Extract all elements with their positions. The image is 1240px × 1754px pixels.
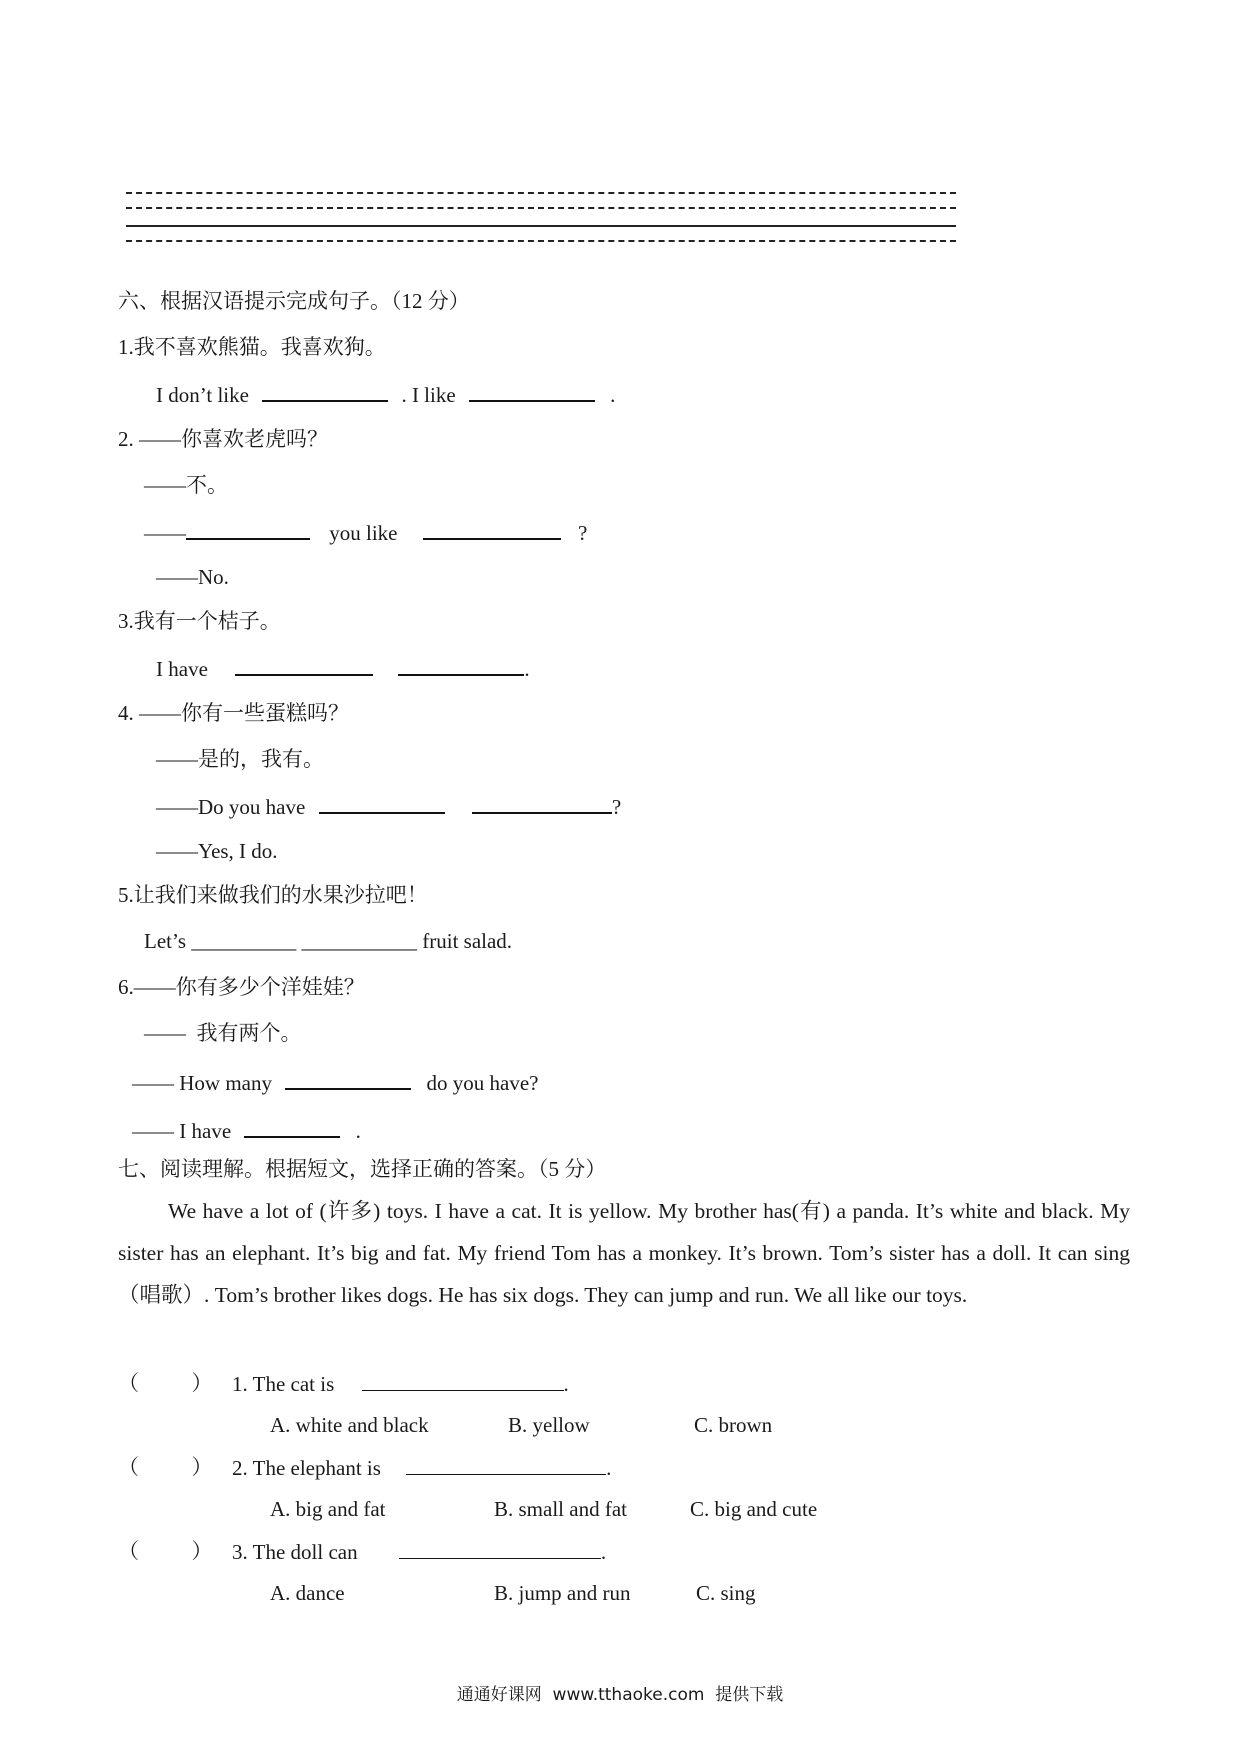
answer-line-1 xyxy=(126,192,956,194)
q1-blank-2[interactable] xyxy=(469,380,595,402)
q6-blank-1[interactable] xyxy=(285,1068,411,1090)
q4-chinese: 4. ——你有一些蛋糕吗？ xyxy=(118,701,349,725)
rq1-option-b[interactable]: B. yellow xyxy=(508,1413,590,1437)
q4-blank-1[interactable] xyxy=(319,792,445,814)
rq1-stem-text: 1. The cat is xyxy=(232,1372,335,1396)
q5-chinese: 5.让我们来做我们的水果沙拉吧！ xyxy=(118,883,428,907)
rq3-end: . xyxy=(600,1540,607,1564)
rq3-blank[interactable] xyxy=(399,1538,601,1559)
rq2-stem xyxy=(232,1454,611,1481)
q6-sentence-2 xyxy=(132,1116,361,1144)
answer-line-3 xyxy=(126,225,956,227)
q1-blank-1[interactable] xyxy=(262,380,388,402)
q2-end: ? xyxy=(578,521,588,545)
q6-part1: —— How many xyxy=(132,1071,272,1095)
q2-mid: you like xyxy=(329,521,398,545)
rq1-option-a[interactable]: A. white and black xyxy=(270,1413,429,1437)
rq3-stem xyxy=(232,1538,606,1565)
q5-end: fruit salad. xyxy=(422,929,513,953)
q2-blank-2[interactable] xyxy=(423,518,561,540)
q3-blank-2[interactable] xyxy=(398,654,524,676)
q6-sentence-1 xyxy=(132,1068,538,1096)
q3-blank-1[interactable] xyxy=(235,654,373,676)
section6-title: 六、根据汉语提示完成句子。（12 分） xyxy=(118,289,470,313)
q6-blank-2[interactable] xyxy=(244,1116,340,1138)
rq3-bracket[interactable]: （ ） xyxy=(118,1539,213,1563)
q4-part1: ——Do you have xyxy=(156,795,306,819)
q2-blank-1[interactable] xyxy=(186,518,310,540)
q5-part1: Let’s xyxy=(144,929,186,953)
q4-answer: ——Yes, I do. xyxy=(156,839,278,863)
q3-end: . xyxy=(524,657,530,681)
q6-part2: do you have? xyxy=(426,1071,539,1095)
q4-answer-chinese: ——是的，我有。 xyxy=(156,747,324,771)
rq3-stem-text: 3. The doll can xyxy=(232,1540,358,1564)
q4-sentence xyxy=(156,792,621,820)
q2-chinese: 2. ——你喜欢老虎吗？ xyxy=(118,427,328,451)
rq2-end: . xyxy=(606,1456,612,1480)
rq1-bracket[interactable]: （ ） xyxy=(118,1371,213,1395)
footer-text: 通通好课网 www.tthaoke.com 提供下载 xyxy=(456,1685,784,1705)
rq2-bracket[interactable]: （ ） xyxy=(118,1455,213,1479)
q4-end: ? xyxy=(611,795,622,819)
q2-dash: —— xyxy=(144,521,186,545)
passage-text: We have a lot of (许多) toys. I have a cat. It is yellow. My brother has(有) a panda. It’s white and black. My sister has an elephant. It’s big and fat. My friend Tom has a monkey. It’s brown. Tom’s sister has a doll. It can sing（唱歌）. Tom’s brother likes dogs. He has six dogs. They can jump and run. We all like our toys. xyxy=(118,1199,1130,1307)
q2-sentence xyxy=(144,518,587,546)
q1-part1: I don’t like xyxy=(156,383,249,407)
q4-blank-2[interactable] xyxy=(472,792,612,814)
rq1-stem xyxy=(232,1370,569,1397)
q6-end: . xyxy=(355,1119,361,1143)
q5-blanks[interactable]: __________ ___________ xyxy=(191,929,417,953)
answer-line-2 xyxy=(126,207,956,209)
q2-answer-chinese: ——不。 xyxy=(144,473,228,497)
q1-end: . xyxy=(610,383,616,407)
rq2-option-b[interactable]: B. small and fat xyxy=(494,1497,627,1521)
q5-sentence xyxy=(144,928,512,954)
q2-answer: ——No. xyxy=(156,565,229,589)
rq2-stem-text: 2. The elephant is xyxy=(232,1456,381,1480)
rq1-option-c[interactable]: C. brown xyxy=(694,1413,773,1437)
q6-chinese: 6.——你有多少个洋娃娃？ xyxy=(118,975,365,999)
q6-part3: —— I have xyxy=(132,1119,232,1143)
q1-chinese: 1.我不喜欢熊猫。我喜欢狗。 xyxy=(118,335,386,359)
q1-sentence xyxy=(156,380,615,408)
section7-title: 七、阅读理解。根据短文，选择正确的答案。（5 分） xyxy=(118,1157,607,1181)
answer-line-4 xyxy=(126,240,956,242)
q3-chinese: 3.我有一个桔子。 xyxy=(118,609,281,633)
reading-passage xyxy=(118,1190,1130,1316)
rq3-option-b[interactable]: B. jump and run xyxy=(494,1581,631,1605)
rq3-option-a[interactable]: A. dance xyxy=(270,1581,345,1605)
rq2-option-a[interactable]: A. big and fat xyxy=(270,1497,386,1521)
q3-sentence xyxy=(156,654,530,682)
rq1-blank[interactable] xyxy=(362,1370,564,1391)
rq3-option-c[interactable]: C. sing xyxy=(696,1581,756,1605)
q3-part1: I have xyxy=(156,657,208,681)
q1-part2: . I like xyxy=(401,383,456,407)
rq1-end: . xyxy=(563,1372,569,1396)
rq2-blank[interactable] xyxy=(406,1454,606,1475)
rq2-option-c[interactable]: C. big and cute xyxy=(690,1497,818,1521)
q6-answer-chinese: —— 我有两个。 xyxy=(144,1021,302,1045)
